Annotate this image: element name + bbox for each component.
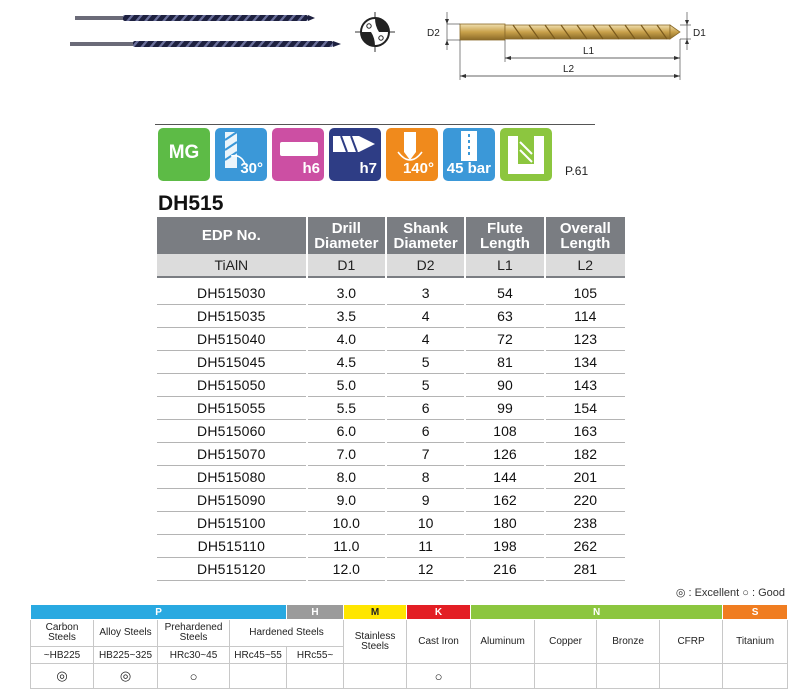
cell-drill-diameter: 7.0 [308,443,385,466]
header-edp: EDP No. [157,217,306,254]
subheader-coating: TiAlN [157,254,306,278]
rating-cell: ◎ [94,664,158,689]
rating-cell: ○ [158,664,230,689]
table-row [157,489,625,512]
cell-edp: DH515035 [157,305,306,328]
drill-photo-long [70,41,341,47]
cell-shank-diameter: 10 [387,512,464,535]
label-d1: D1 [693,28,706,39]
cell-edp: DH515100 [157,512,306,535]
table-row [157,558,625,581]
cell-drill-diameter: 3.0 [308,282,385,305]
material-carbon-steels: Carbon Steels [31,620,94,647]
rating-cell: ◎ [31,664,94,689]
cell-drill-diameter: 8.0 [308,466,385,489]
dimension-table [155,217,627,581]
group-m: M [344,605,407,620]
rating-cell [471,664,535,689]
cell-flute-length: 216 [466,558,543,581]
cell-drill-diameter: 5.0 [308,374,385,397]
cell-shank-diameter: 11 [387,535,464,558]
rating-cell [287,664,344,689]
subheader-l2: L2 [546,254,625,278]
cell-edp: DH515045 [157,351,306,374]
drill-end-view-icon [355,12,395,52]
table-row [157,351,625,374]
cell-drill-diameter: 10.0 [308,512,385,535]
table-row [157,397,625,420]
material-table [30,604,788,689]
cell-overall-length: 238 [546,512,625,535]
material-cfrp: CFRP [660,620,723,664]
cell-edp: DH515120 [157,558,306,581]
cell-flute-length: 198 [466,535,543,558]
cell-drill-diameter: 11.0 [308,535,385,558]
cell-edp: DH515110 [157,535,306,558]
cell-shank-diameter: 5 [387,351,464,374]
diameter-tolerance-icon [329,128,381,181]
header-shank-diameter: Shank Diameter [387,217,464,254]
cell-flute-length: 126 [466,443,543,466]
cell-flute-length: 108 [466,420,543,443]
cell-edp: DH515030 [157,282,306,305]
cell-shank-diameter: 6 [387,420,464,443]
point-angle-icon [386,128,438,181]
cell-overall-length: 220 [546,489,625,512]
material-cast-iron: Cast Iron [407,620,471,664]
cell-drill-diameter: 6.0 [308,420,385,443]
rating-cell: ○ [407,664,471,689]
material-alloy-steels: Alloy Steels [94,620,158,647]
cell-drill-diameter: 5.5 [308,397,385,420]
drill-flute [505,25,670,39]
diameter-label: h7 [359,160,377,177]
divider [155,124,595,125]
cell-overall-length: 114 [546,305,625,328]
table-row [157,420,625,443]
coolant-label: 45 bar [446,160,491,177]
material-stainless-steels: Stainless Steels [344,620,407,664]
rating-cell [535,664,597,689]
point-label: 140° [402,160,434,177]
cell-edp: DH515040 [157,328,306,351]
table-row [157,443,625,466]
cell-overall-length: 105 [546,282,625,305]
shank-tolerance-icon [272,128,324,181]
cell-drill-diameter: 4.5 [308,351,385,374]
material-hardened-steels: Hardened Steels [230,620,344,647]
drill-photo-short [75,15,315,21]
hardness-carbon: ~HB225 [31,647,94,664]
mg-grade-icon [158,128,210,181]
cell-shank-diameter: 4 [387,328,464,351]
cell-edp: DH515055 [157,397,306,420]
cell-flute-length: 72 [466,328,543,351]
cell-overall-length: 154 [546,397,625,420]
group-k: K [407,605,471,620]
hardness-hardened-2: HRc55~ [287,647,344,664]
hardness-alloy: HB225~325 [94,647,158,664]
cell-overall-length: 281 [546,558,625,581]
rating-cell [344,664,407,689]
cell-flute-length: 90 [466,374,543,397]
cell-shank-diameter: 9 [387,489,464,512]
material-prehardened-steels: Prehardened Steels [158,620,230,647]
material-bronze: Bronze [597,620,660,664]
header-drill-diameter: Drill Diameter [308,217,385,254]
table-row [157,305,625,328]
material-titanium: Titanium [723,620,788,664]
table-row [157,466,625,489]
drill-photos [65,8,350,58]
hole-type-icon [500,128,552,181]
table-row [157,282,625,305]
table-row [157,535,625,558]
cell-overall-length: 143 [546,374,625,397]
material-group-row [31,605,788,620]
cell-edp: DH515050 [157,374,306,397]
drill-shank [460,24,505,40]
hardness-hardened-1: HRc45~55 [230,647,287,664]
material-copper: Copper [535,620,597,664]
cell-shank-diameter: 6 [387,397,464,420]
dimension-diagram [425,6,715,86]
shank-label: h6 [302,160,320,177]
cell-flute-length: 81 [466,351,543,374]
rating-row [31,664,788,689]
product-title: DH515 [158,192,224,215]
rating-cell [597,664,660,689]
header-overall-length: Overall Length [546,217,625,254]
table-row [157,512,625,535]
group-p: P [31,605,287,620]
coolant-pressure-icon [443,128,495,181]
material-name-row [31,620,788,647]
cell-shank-diameter: 8 [387,466,464,489]
cell-drill-diameter: 12.0 [308,558,385,581]
group-h: H [287,605,344,620]
hardness-prehardened: HRc30~45 [158,647,230,664]
spec-icons [155,124,595,184]
cell-edp: DH515090 [157,489,306,512]
material-aluminum: Aluminum [471,620,535,664]
cell-drill-diameter: 9.0 [308,489,385,512]
helix-label: 30° [240,160,263,177]
label-d2: D2 [427,28,440,39]
cell-shank-diameter: 5 [387,374,464,397]
cell-drill-diameter: 4.0 [308,328,385,351]
cell-shank-diameter: 4 [387,305,464,328]
cell-overall-length: 134 [546,351,625,374]
rating-cell [230,664,287,689]
subheader-d1: D1 [308,254,385,278]
rating-legend: ◎ : Excellent ○ : Good [675,587,785,599]
subheader-d2: D2 [387,254,464,278]
table-row [157,374,625,397]
cell-flute-length: 54 [466,282,543,305]
table-subheader-row [157,254,625,278]
table-header-row [157,217,625,254]
cell-overall-length: 163 [546,420,625,443]
page-reference: P.61 [565,164,589,178]
group-n: N [471,605,723,620]
subheader-l1: L1 [466,254,543,278]
cell-overall-length: 201 [546,466,625,489]
table-row [157,328,625,351]
rating-cell [723,664,788,689]
cell-overall-length: 182 [546,443,625,466]
cell-shank-diameter: 3 [387,282,464,305]
helix-angle-icon [215,128,267,181]
cell-overall-length: 262 [546,535,625,558]
label-l2: L2 [563,64,575,75]
cell-edp: DH515060 [157,420,306,443]
cell-flute-length: 180 [466,512,543,535]
cell-flute-length: 99 [466,397,543,420]
label-l1: L1 [583,46,595,57]
cell-edp: DH515080 [157,466,306,489]
cell-flute-length: 144 [466,466,543,489]
table-body [157,282,625,581]
cell-flute-length: 162 [466,489,543,512]
header-flute-length: Flute Length [466,217,543,254]
cell-shank-diameter: 7 [387,443,464,466]
cell-overall-length: 123 [546,328,625,351]
rating-cell [660,664,723,689]
mg-label: MG [168,142,200,163]
cell-flute-length: 63 [466,305,543,328]
cell-shank-diameter: 12 [387,558,464,581]
cell-drill-diameter: 3.5 [308,305,385,328]
group-s: S [723,605,788,620]
cell-edp: DH515070 [157,443,306,466]
